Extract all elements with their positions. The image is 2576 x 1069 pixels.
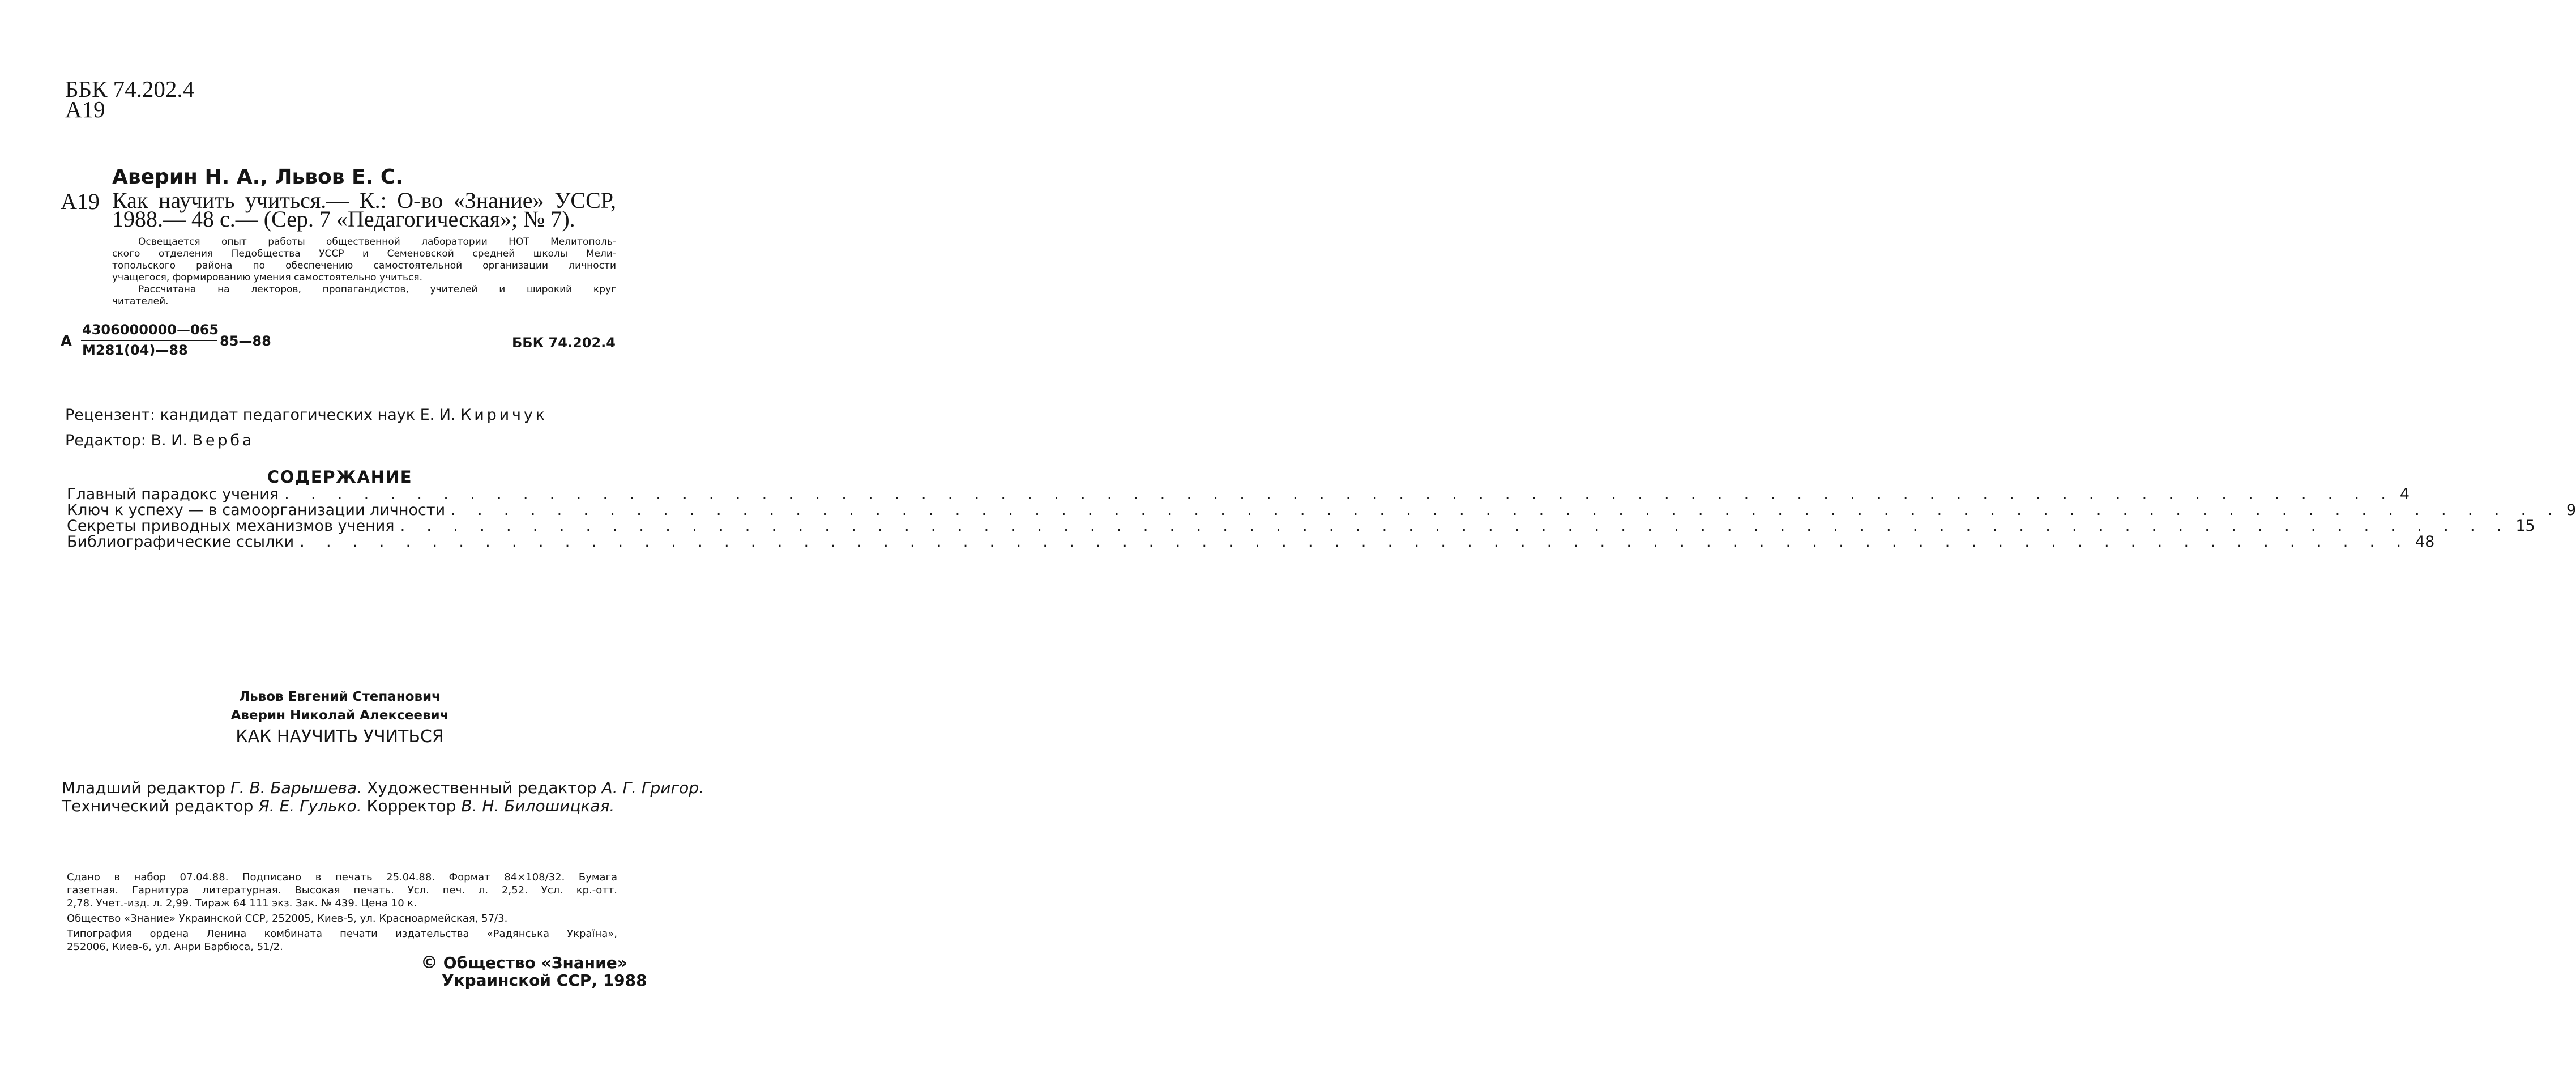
toc-item-page: 9 — [2566, 501, 2576, 519]
copyright-line: Украинской ССР, 1988 — [442, 971, 647, 990]
junior-editor-name: Г. В. Барышева. — [230, 778, 362, 797]
toc-heading: СОДЕРЖАНИЕ — [267, 467, 413, 487]
toc-item-page: 48 — [2415, 533, 2435, 551]
toc-item-title: Библиографические ссылки — [67, 533, 294, 551]
junior-editor-label: Младший редактор — [62, 778, 226, 797]
copyright-holder: Общество «Знание» — [443, 953, 627, 972]
tech-editor-name: Я. Е. Гулько. — [258, 797, 362, 815]
index-suffix: 85—88 — [220, 333, 271, 349]
toc-item-page: 4 — [2399, 485, 2410, 503]
printer-address: Типография ордена Ленина комбината печати издательства «Радянська Україна», — [67, 928, 617, 940]
printer-address: 252006, Киев-6, ул. Анри Барбюса, 51/2. — [67, 941, 283, 953]
catalog-authors: Аверин Н. А., Львов Е. С. — [112, 165, 403, 189]
toc-item-title: Ключ к успеху — в самоорганизации личности — [67, 501, 446, 519]
proofreader-label: Корректор — [366, 797, 456, 815]
toc-leader — [400, 518, 2510, 534]
reviewer-credit — [65, 407, 548, 423]
toc-leader — [451, 502, 2561, 518]
print-details-line: 2,78. Учет.-изд. л. 2,99. Тираж 64 111 экз. Зак. № 439. Цена 10 к. — [67, 897, 417, 909]
art-editor-name: А. Г. Григор. — [601, 778, 704, 797]
toc-item-page: 15 — [2515, 517, 2535, 535]
annotation-line: Освещается опыт работы общественной лаборатории НОТ Мелитополь- — [138, 236, 616, 248]
bbk-code: ББК 74.202.4 — [65, 76, 195, 102]
print-details-line: Сдано в набор 07.04.88. Подписано в печать 25.04.88. Формат 84×108/32. Бумага — [67, 871, 617, 883]
annotation-line: ского отделения Педобщества УССР и Семеновской средней школы Мели- — [112, 248, 616, 259]
reviewer-name: Киричук — [460, 406, 548, 424]
copyright-line — [421, 954, 627, 972]
editors-line — [62, 778, 704, 797]
annotation-line: учащегося, формированию умения самостоятельно учиться. — [112, 272, 423, 283]
print-details-line: газетная. Гарнитура литературная. Высокая печать. Усл. печ. л. 2,52. Усл. кр.-отт. — [67, 884, 617, 896]
colophon-author: Аверин Николай Алексеевич — [230, 708, 449, 723]
index-numerator: 4306000000—065 — [82, 322, 219, 338]
annotation-line: топольского района по обеспечению самостоятельной организации личности — [112, 260, 616, 271]
fraction-bar — [81, 340, 217, 341]
editor-label: Редактор: В. И. — [65, 432, 187, 449]
bbk-code-right: ББК 74.202.4 — [512, 335, 616, 351]
editor-credit — [65, 433, 254, 448]
toc-leader — [300, 534, 2410, 550]
catalog-code: А19 — [61, 189, 100, 214]
catalog-title-line: Как научить учиться.— К.: О-во «Знание» УССР, — [112, 188, 616, 213]
editors-line — [62, 797, 617, 815]
editor-name: Верба — [192, 432, 255, 449]
audience-line: Рассчитана на лекторов, пропагандистов, учителей и широкий круг — [138, 284, 616, 295]
reviewer-label: Рецензент: кандидат педагогических наук Е. И. — [65, 406, 456, 424]
toc-item[interactable] — [67, 517, 2535, 535]
index-denominator: М281(04)—88 — [82, 342, 188, 358]
colophon-book-title: КАК НАУЧИТЬ УЧИТЬСЯ — [236, 727, 444, 747]
audience-line: читателей. — [112, 296, 169, 307]
index-letter: А — [61, 333, 72, 350]
toc-item[interactable] — [67, 485, 2410, 503]
toc-leader — [284, 487, 2394, 502]
catalog-imprint-line: 1988.— 48 с.— (Сер. 7 «Педагогическая»; № 7). — [112, 206, 575, 232]
colophon-author: Львов Евгений Степанович — [239, 689, 441, 704]
copyright-icon: © — [421, 953, 438, 973]
art-editor-label: Художественный редактор — [367, 778, 597, 797]
toc-item[interactable] — [67, 501, 2576, 519]
proofreader-name: В. Н. Билошицкая. — [461, 797, 615, 815]
index-code: А19 — [65, 96, 105, 122]
toc-item-title: Секреты приводных механизмов учения — [67, 517, 395, 535]
toc-item-title: Главный парадокс учения — [67, 485, 279, 503]
publisher-address: Общество «Знание» Украинской ССР, 252005, Киев-5, ул. Красноармейская, 57/3. — [67, 913, 508, 925]
toc-item[interactable] — [67, 533, 2435, 551]
tech-editor-label: Технический редактор — [62, 797, 254, 815]
